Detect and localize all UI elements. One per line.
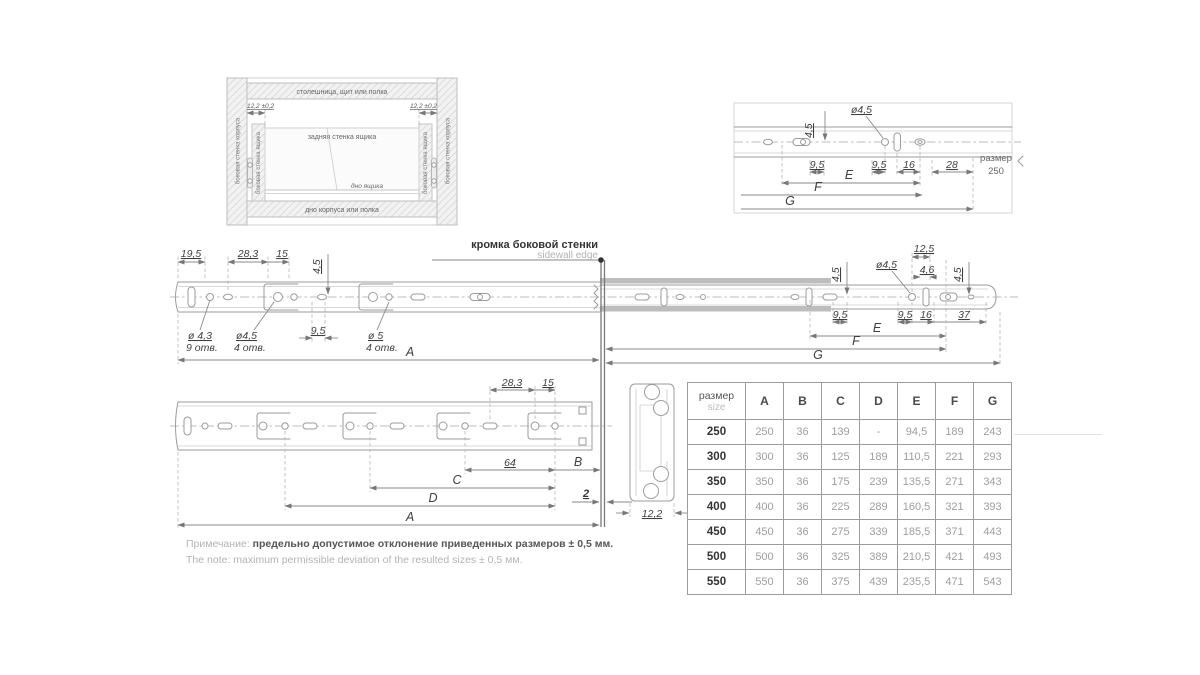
dim-16: 16 <box>920 309 932 321</box>
dim-19-5: 19,5 <box>180 248 202 260</box>
right-wall-label: боковая стенка корпуса <box>445 117 452 185</box>
back-wall-label: задняя стенка ящика <box>307 134 377 141</box>
cell-value: 275 <box>822 520 860 545</box>
dim-9-5-b: 9,5 <box>871 159 887 171</box>
dim-9-5-left: 9,5 <box>310 325 326 337</box>
drawer-right-wall-label: боковая стенка ящика <box>423 132 429 194</box>
cell-value: 421 <box>936 545 974 570</box>
stray-line <box>1014 434 1102 435</box>
ball-bearing <box>645 385 660 400</box>
cell-value: 550 <box>746 570 784 595</box>
size-table-row <box>688 470 1012 495</box>
cell-value: 225 <box>822 495 860 520</box>
cell-value: 175 <box>822 470 860 495</box>
dim-28-3: 28,3 <box>501 377 523 389</box>
cell-value: 36 <box>784 495 822 520</box>
cell-value: 210,5 <box>898 545 936 570</box>
dimensions-left <box>178 248 599 364</box>
dim-a: A <box>405 510 415 524</box>
sidewall-edge-label-ru: кромка боковой стенки <box>471 240 598 251</box>
note-label-ru: Примечание: <box>186 538 250 550</box>
hole3-dia: ø 5 <box>368 330 384 342</box>
top-panel-label: столешница, щит или полка <box>296 89 388 96</box>
ball-bearing <box>654 401 669 416</box>
cell-value: 471 <box>936 570 974 595</box>
dim-4-6: 4,6 <box>919 264 935 276</box>
dim-e: E <box>844 168 854 182</box>
cell-value: 293 <box>974 445 1012 470</box>
column-header-b: B <box>784 383 822 420</box>
note-text-en: maximum permissible deviation of the resulted sizes ± 0,5 мм. <box>233 554 523 566</box>
drawer-left-wall-label: боковая стенка ящика <box>256 132 262 194</box>
cell-value: 450 <box>746 520 784 545</box>
size-caption: размер <box>980 153 1012 164</box>
cell-value: 36 <box>784 545 822 570</box>
dim-12-5: 12,5 <box>913 243 935 255</box>
size-table-row <box>688 520 1012 545</box>
cell-value: 343 <box>974 470 1012 495</box>
cell-value: 235,5 <box>898 570 936 595</box>
dim-15: 15 <box>542 377 554 389</box>
detail-frame <box>734 103 1012 213</box>
dim-9-5-a: 9,5 <box>809 159 825 171</box>
dim-4-5-r1: 4,5 <box>830 267 842 282</box>
cell-value: 300 <box>746 445 784 470</box>
note-line-ru <box>186 536 646 552</box>
drawer-rail-drawing <box>170 375 700 533</box>
dim-28-3: 28,3 <box>237 248 259 260</box>
gap-dim-left: 12,2 ±0,2 <box>247 103 275 110</box>
size-table-row <box>688 495 1012 520</box>
dim-b: B <box>573 455 583 469</box>
gap-dimensions <box>247 103 437 125</box>
cell-size: 500 <box>688 545 746 570</box>
hole-pattern-detail <box>733 98 1025 226</box>
cell-value: 371 <box>936 520 974 545</box>
column-header-g: G <box>974 383 1012 420</box>
size-table-row <box>688 545 1012 570</box>
dim-64: 64 <box>504 457 516 469</box>
gap-dim-right: 12,2 ±0,2 <box>409 103 437 110</box>
column-header-d: D <box>860 383 898 420</box>
dim-4-5: 4,5 <box>803 123 815 138</box>
dim-hole-dia-right: ø4,5 <box>876 259 898 271</box>
cell-value: 375 <box>822 570 860 595</box>
column-header-e: E <box>898 383 936 420</box>
cell-value: 185,5 <box>898 520 936 545</box>
cell-value: 36 <box>784 420 822 445</box>
dim-2: 2 <box>582 488 590 500</box>
dim-a: A <box>405 345 415 359</box>
cell-value: 439 <box>860 570 898 595</box>
dim-g: G <box>813 348 823 362</box>
cell-value: 325 <box>822 545 860 570</box>
cell-value: 160,5 <box>898 495 936 520</box>
cell-size: 400 <box>688 495 746 520</box>
dim-f: F <box>814 180 822 194</box>
size-table-head-row <box>688 383 1012 420</box>
hole3-count: 4 отв. <box>366 342 398 354</box>
cell-value: 339 <box>860 520 898 545</box>
cell-size: 300 <box>688 445 746 470</box>
size-header-ru: размер <box>698 389 735 402</box>
size-header-en: size <box>707 401 726 413</box>
dim-9-5-r1: 9,5 <box>832 309 848 321</box>
cell-value: 443 <box>974 520 1012 545</box>
sidewall-edge-line <box>601 375 605 527</box>
cell-value: 189 <box>860 445 898 470</box>
cell-value: 350 <box>746 470 784 495</box>
cell-value: 400 <box>746 495 784 520</box>
installation-section-view <box>225 75 460 233</box>
cell-size: 350 <box>688 470 746 495</box>
slide-rails <box>170 278 1018 312</box>
pointer-arrow-icon <box>1018 156 1023 166</box>
cell-value: 393 <box>974 495 1012 520</box>
ball-bearing <box>654 467 669 482</box>
cell-value: 36 <box>784 445 822 470</box>
cell-value: 189 <box>936 420 974 445</box>
hole1-count: 9 отв. <box>186 342 218 354</box>
size-pointer <box>980 153 1023 177</box>
edge-marker-dot <box>598 257 604 263</box>
cell-value: 110,5 <box>898 445 936 470</box>
ball-cage-bottom <box>600 306 831 312</box>
extended-slide-drawing <box>170 240 1025 375</box>
dim-37: 37 <box>958 309 970 321</box>
cell-value: 125 <box>822 445 860 470</box>
hole1-dia: ø 4,3 <box>188 330 212 342</box>
note-text-ru: предельно допустимое отклонение приведенных размеров ± 0,5 мм. <box>252 538 614 550</box>
cell-value: 493 <box>974 545 1012 570</box>
size-table-body <box>688 420 1012 595</box>
cell-value: - <box>860 420 898 445</box>
cell-value: 271 <box>936 470 974 495</box>
size-table-container <box>687 382 1012 595</box>
dim-15: 15 <box>276 248 288 260</box>
cell-value: 543 <box>974 570 1012 595</box>
column-header-f: F <box>936 383 974 420</box>
ball-cage-top <box>600 278 831 284</box>
dim-4-5-left: 4,5 <box>311 259 323 274</box>
profile-width-dim: 12,2 <box>641 508 663 520</box>
cell-value: 321 <box>936 495 974 520</box>
cross-section-profile <box>616 384 688 520</box>
cell-value: 500 <box>746 545 784 570</box>
left-wall-label: боковая стенка корпуса <box>235 117 242 185</box>
hole2-count: 4 отв. <box>234 342 266 354</box>
dim-4-5-r2: 4,5 <box>952 267 964 282</box>
dim-c: C <box>452 473 462 487</box>
dim-hole-dia: ø4,5 <box>851 104 873 116</box>
cell-value: 221 <box>936 445 974 470</box>
size-table-row <box>688 445 1012 470</box>
note <box>186 536 646 568</box>
cell-value: 243 <box>974 420 1012 445</box>
dim-d: D <box>428 491 438 505</box>
cell-value: 36 <box>784 470 822 495</box>
size-table-row <box>688 570 1012 595</box>
drawer-bottom-label: дно ящика <box>351 183 383 190</box>
dim-e: E <box>872 321 882 335</box>
bottom-panel-label: дно корпуса или полка <box>305 207 379 214</box>
note-line-en <box>186 552 646 568</box>
column-header-c: C <box>822 383 860 420</box>
cell-size: 250 <box>688 420 746 445</box>
cell-value: 36 <box>784 520 822 545</box>
drawer-box <box>252 124 432 201</box>
cell-value: 94,5 <box>898 420 936 445</box>
cell-value: 135,5 <box>898 470 936 495</box>
column-header-size <box>688 383 746 420</box>
cell-value: 36 <box>784 570 822 595</box>
ball-bearing <box>644 484 659 499</box>
note-label-en: The note: <box>186 554 231 566</box>
sidewall-edge-label-en: sidewall edge <box>537 250 598 261</box>
column-header-a: A <box>746 383 784 420</box>
size-value: 250 <box>988 166 1004 177</box>
cell-size: 450 <box>688 520 746 545</box>
dim-16: 16 <box>903 159 915 171</box>
size-table-row <box>688 420 1012 445</box>
cell-size: 550 <box>688 570 746 595</box>
size-table <box>687 382 1012 595</box>
cell-value: 389 <box>860 545 898 570</box>
dim-28: 28 <box>946 159 958 171</box>
cell-value: 289 <box>860 495 898 520</box>
dim-f: F <box>852 334 860 348</box>
cell-value: 139 <box>822 420 860 445</box>
rail-dimensions <box>178 377 632 529</box>
hole2-dia: ø4,5 <box>236 330 258 342</box>
cell-value: 239 <box>860 470 898 495</box>
dim-9-5-r2: 9,5 <box>897 309 913 321</box>
dim-g: G <box>785 194 795 208</box>
detail-dimensions <box>741 104 973 212</box>
cell-value: 250 <box>746 420 784 445</box>
